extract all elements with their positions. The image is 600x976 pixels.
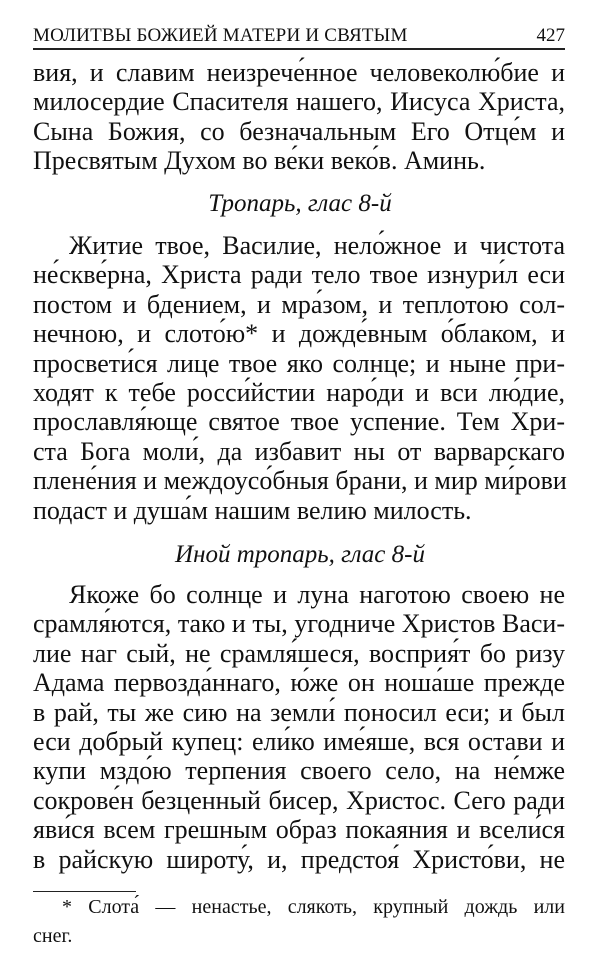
text-line: купи мздо́ю терпения своего село, на не́мже <box>33 756 565 786</box>
text-line: прославля́юще святое твое успение. Тем Хри- <box>33 407 565 437</box>
text-line: еси добрый купец: ели́ко име́яше, вся остави и <box>33 727 565 756</box>
page-number: 427 <box>536 25 565 46</box>
text-line: вия, и славим неизрече́нное человеколю́бие и <box>33 58 565 87</box>
text-line: постом и бдением, и мра́зом, и теплотою сол- <box>33 289 565 319</box>
text-line: плене́ния и междоусо́бныя брани, и мир ми́рови <box>33 466 567 496</box>
section-heading: Иной тропарь, глас 8-й <box>175 541 425 568</box>
footnote-line: снег. <box>33 925 73 947</box>
text-line: ходят к тебе росси́йстии наро́ди и вси лю́дие, <box>33 378 565 407</box>
text-line: нечною, и слото́ю* и дожде́вным о́блаком, и <box>33 319 565 349</box>
header-title: МОЛИТВЫ БОЖИЕЙ МАТЕРИ И СВЯТЫМ <box>33 25 408 46</box>
text-line: в райскую широту́, и, предстоя́ Христо́ви, не <box>33 844 565 874</box>
text-line: срамля́ются, тако и ты, угодниче Христов Васи- <box>33 609 565 639</box>
text-line: милосердие Спасителя нашего, Иисуса Христа, <box>33 87 565 117</box>
text-line: сокрове́н безценный бисер, Христос. Сего ради <box>33 785 565 815</box>
text-line: Пресвятым Духом во ве́ки веко́в. Аминь. <box>33 146 486 176</box>
footnote-line: * Слота́ — ненастье, слякоть, крупный дождь или <box>62 896 565 918</box>
running-header <box>33 22 565 50</box>
text-line: Якоже бо солнце и луна наготою своею не <box>69 580 565 609</box>
footnote-rule <box>33 891 136 892</box>
text-line: яви́ся всем грешным образ покаяния и всели́ся <box>33 815 565 845</box>
text-line: ста Бога моли́, да избавит ны от варварскаго <box>33 436 565 466</box>
text-line: Адама первозда́ннаго, ю́же он ноша́ше прежде <box>33 668 565 698</box>
text-line: подаст и душа́м нашим велию милость. <box>33 495 472 525</box>
text-line: не́скве́рна, Христа ради тело твое изнури́л еси <box>33 260 565 290</box>
text-line: в рай, ты же сию на земли́ поносил еси; и был <box>33 697 565 727</box>
text-line: просвети́ся лице твое яко солнце; и ныне при- <box>33 348 565 378</box>
text-line: Житие твое, Василие, нело́жное и чистота <box>69 231 565 260</box>
text-line: лие наг сый, не срамля́шеся, восприя́т бо ризу <box>33 638 565 668</box>
section-heading: Тропарь, глас 8-й <box>208 190 392 217</box>
text-line: Сына Божия, со безначальным Его Отце́м и <box>33 116 565 146</box>
